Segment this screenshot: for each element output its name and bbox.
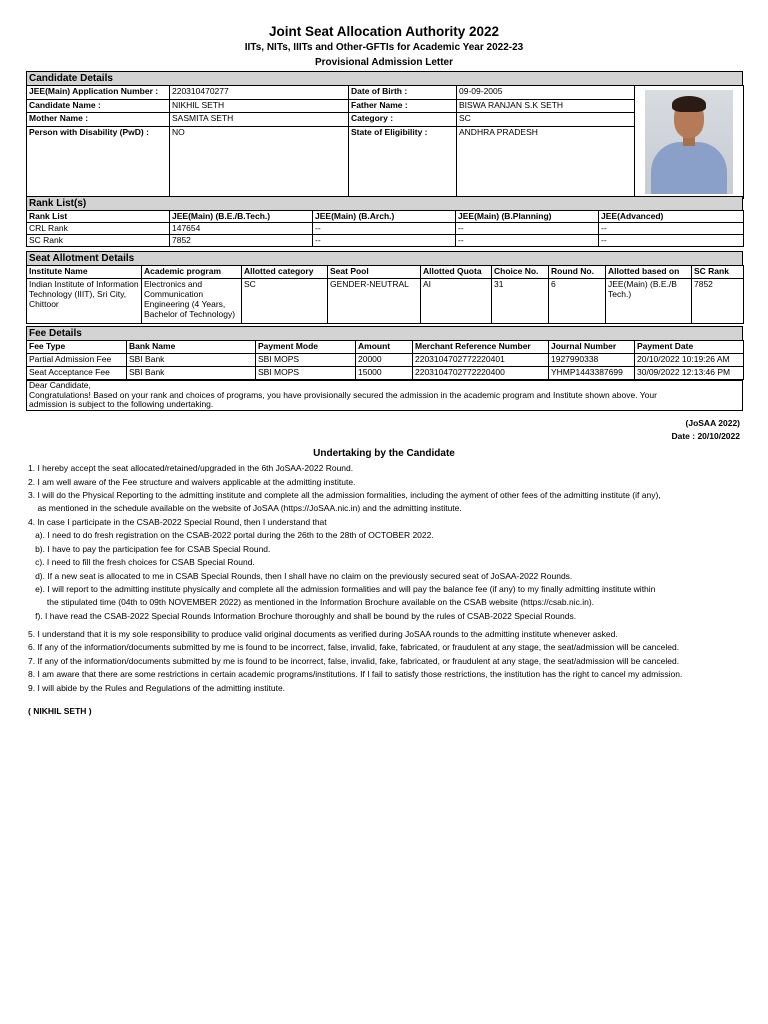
fee-header: Payment Date <box>635 341 744 354</box>
rank-list-table <box>26 210 744 247</box>
seat-header: Allotted based on <box>606 266 692 279</box>
rank-header: JEE(Advanced) <box>599 211 744 223</box>
seat-header: SC Rank <box>692 266 744 279</box>
table-row <box>27 235 744 247</box>
undertaking-title: Undertaking by the Candidate <box>313 448 455 459</box>
letter-greeting: Dear Candidate, <box>29 380 91 390</box>
seat-header: Academic program <box>142 266 242 279</box>
rank-list-heading: Rank List(s) <box>26 196 743 210</box>
fee-cell: YHMP1443387699 <box>549 367 635 380</box>
fee-details-table <box>26 340 744 380</box>
rank-cell: 147654 <box>170 223 313 235</box>
seat-header: Seat Pool <box>328 266 421 279</box>
round-no: 6 <box>549 279 606 324</box>
undertaking-item: b). I have to pay the participation fee for CSAB Special Round. <box>28 544 271 554</box>
rank-cell: -- <box>456 223 599 235</box>
undertaking-item: 3. I will do the Physical Reporting to the admitting institute and complete all the admission formalities, including the ayment of other fees of the admitting institute (if any), <box>28 490 661 500</box>
rank-cell: 7852 <box>170 235 313 247</box>
category-value: SC <box>457 113 635 127</box>
choice-no: 31 <box>492 279 549 324</box>
mother-name-label: Mother Name : <box>27 113 170 127</box>
undertaking-item: c). I need to fill the fresh choices for CSAB Special Round. <box>28 557 255 567</box>
undertaking-item: 5. I understand that it is my sole responsibility to produce valid original documents as verified during JoSAA rounds to the admitting institute whenever asked. <box>28 629 618 639</box>
rank-cell: CRL Rank <box>27 223 170 235</box>
letter-date: Date : 20/10/2022 <box>671 431 740 441</box>
seat-header: Choice No. <box>492 266 549 279</box>
fee-cell: SBI Bank <box>127 354 256 367</box>
candidate-name-label: Candidate Name : <box>27 99 170 113</box>
fee-cell: 20000 <box>356 354 413 367</box>
fee-header: Payment Mode <box>256 341 356 354</box>
pwd-label: Person with Disability (PwD) : <box>27 126 170 198</box>
rank-header: JEE(Main) (B.Arch.) <box>313 211 456 223</box>
table-row <box>27 354 744 367</box>
letter-body-line: Congratulations! Based on your rank and choices of programs, you have provisionally secured the admission in the academic program and Institute shown above. Your <box>29 389 657 400</box>
authority-title: Joint Seat Allocation Authority 2022 <box>268 24 500 39</box>
rank-cell: -- <box>313 235 456 247</box>
undertaking-item: 1. I hereby accept the seat allocated/retained/upgraded in the 6th JoSAA-2022 Round. <box>28 463 354 473</box>
fee-cell: 15000 <box>356 367 413 380</box>
category-label: Category : <box>349 113 457 127</box>
mother-name-value: SASMITA SETH <box>170 113 349 127</box>
undertaking-item: 2. I am well aware of the Fee structure and waivers applicable at the admitting institute. <box>28 477 356 487</box>
undertaking-item: d). If a new seat is allocated to me in CSAB Special Rounds, then I shall have no claim on the previously secured seat of JoSAA-2022 Rounds. <box>28 571 573 581</box>
fee-header: Amount <box>356 341 413 354</box>
seat-header: Institute Name <box>27 266 142 279</box>
undertaking-item: f). I have read the CSAB-2022 Special Rounds Information Brochure thoroughly and shall be bound by the rules of CSAB-2022 Special Rounds. <box>28 611 577 621</box>
letter-body-line: admission is subject to the following undertaking. <box>29 399 214 409</box>
rank-cell: -- <box>599 235 744 247</box>
candidate-signature-name: ( NIKHIL SETH ) <box>28 706 92 716</box>
fee-cell: Partial Admission Fee <box>27 354 127 367</box>
fee-cell: SBI MOPS <box>256 354 356 367</box>
academic-program: Electronics and Communication Engineering (4 Years, Bachelor of Technology) <box>142 279 242 324</box>
fee-details-heading: Fee Details <box>26 326 743 340</box>
dob-label: Date of Birth : <box>349 86 457 100</box>
fee-cell: 1927990338 <box>549 354 635 367</box>
josaa-label: (JoSAA 2022) <box>685 418 740 428</box>
rank-header: JEE(Main) (B.Planning) <box>456 211 599 223</box>
rank-cell: SC Rank <box>27 235 170 247</box>
seat-pool: GENDER-NEUTRAL <box>328 279 421 324</box>
seat-header: Allotted category <box>242 266 328 279</box>
rank-cell: -- <box>313 223 456 235</box>
undertaking-item: e). I will report to the admitting institute physically and complete all the admission formalities and will pay the balance fee (if any) to my finally admitting institute within <box>28 584 656 594</box>
state-label: State of Eligibility : <box>349 126 457 198</box>
undertaking-item: 8. I am aware that there are some restrictions in certain academic programs/institutions. If I fail to satisfy those restrictions, the institution has the right to cancel my admission. <box>28 669 683 679</box>
institute-name: Indian Institute of Information Technology (IIIT), Sri City, Chittoor <box>27 279 142 324</box>
fee-header: Fee Type <box>27 341 127 354</box>
fee-cell: 2203104702772220400 <box>413 367 549 380</box>
fee-cell: SBI Bank <box>127 367 256 380</box>
undertaking-item: 6. If any of the information/documents submitted by me is found to be incorrect, false, invalid, fake, fabricated, or fraudulent at any stage, the seat/admission will be canceled. <box>28 642 680 652</box>
candidate-details-heading: Candidate Details <box>26 71 743 85</box>
document-title: Provisional Admission Letter <box>315 57 453 68</box>
table-row <box>27 223 744 235</box>
fee-cell: Seat Acceptance Fee <box>27 367 127 380</box>
undertaking-item: 9. I will abide by the Rules and Regulations of the admitting institute. <box>28 683 286 693</box>
rank-cell: -- <box>599 223 744 235</box>
candidate-photo <box>645 90 733 194</box>
undertaking-item: 4. In case I participate in the CSAB-2022 Special Round, then I understand that <box>28 517 327 527</box>
table-row <box>27 279 744 324</box>
fee-header: Bank Name <box>127 341 256 354</box>
candidate-name-value: NIKHIL SETH <box>170 99 349 113</box>
allotted-quota: AI <box>421 279 492 324</box>
seat-header: Round No. <box>549 266 606 279</box>
pwd-value: NO <box>170 126 349 198</box>
father-name-value: BISWA RANJAN S.K SETH <box>457 99 635 113</box>
fee-header: Journal Number <box>549 341 635 354</box>
table-row <box>27 367 744 380</box>
sc-rank: 7852 <box>692 279 744 324</box>
app-no-value: 220310470277 <box>170 86 349 100</box>
father-name-label: Father Name : <box>349 99 457 113</box>
candidate-details-table <box>26 85 744 199</box>
photo-cell <box>635 86 744 199</box>
app-no-label: JEE(Main) Application Number : <box>27 86 170 100</box>
undertaking-item: the stipulated time (04th to 09th NOVEMBER 2022) as mentioned in the Information Brochure available on the CSAB website (https://csab.nic.in). <box>28 597 595 607</box>
allotted-based-on: JEE(Main) (B.E./B Tech.) <box>606 279 692 324</box>
undertaking-item: as mentioned in the schedule available on the website of JoSAA (https://JoSAA.nic.in) and the admitting institute. <box>28 503 462 513</box>
institutes-subtitle: IITs, NITs, IIITs and Other-GFTIs for Academic Year 2022-23 <box>244 42 524 53</box>
rank-header: Rank List <box>27 211 170 223</box>
seat-allotment-table <box>26 265 744 324</box>
dob-value: 09-09-2005 <box>457 86 635 100</box>
fee-header: Merchant Reference Number <box>413 341 549 354</box>
fee-cell: 2203104702772220401 <box>413 354 549 367</box>
allotted-category: SC <box>242 279 328 324</box>
undertaking-item: a). I need to do fresh registration on the CSAB-2022 portal during the 26th to the 28th of OCTOBER 2022. <box>28 530 434 540</box>
fee-cell: SBI MOPS <box>256 367 356 380</box>
seat-header: Allotted Quota <box>421 266 492 279</box>
letter-message-box <box>26 380 743 411</box>
fee-cell: 20/10/2022 10:19:26 AM <box>635 354 744 367</box>
fee-cell: 30/09/2022 12:13:46 PM <box>635 367 744 380</box>
rank-cell: -- <box>456 235 599 247</box>
rank-header: JEE(Main) (B.E./B.Tech.) <box>170 211 313 223</box>
state-value: ANDHRA PRADESH <box>457 126 635 198</box>
seat-allotment-heading: Seat Allotment Details <box>26 251 743 265</box>
undertaking-item: 7. If any of the information/documents submitted by me is found to be incorrect, false, invalid, fake, fabricated, or fraudulent at any stage, the seat/admission will be canceled. <box>28 656 680 666</box>
